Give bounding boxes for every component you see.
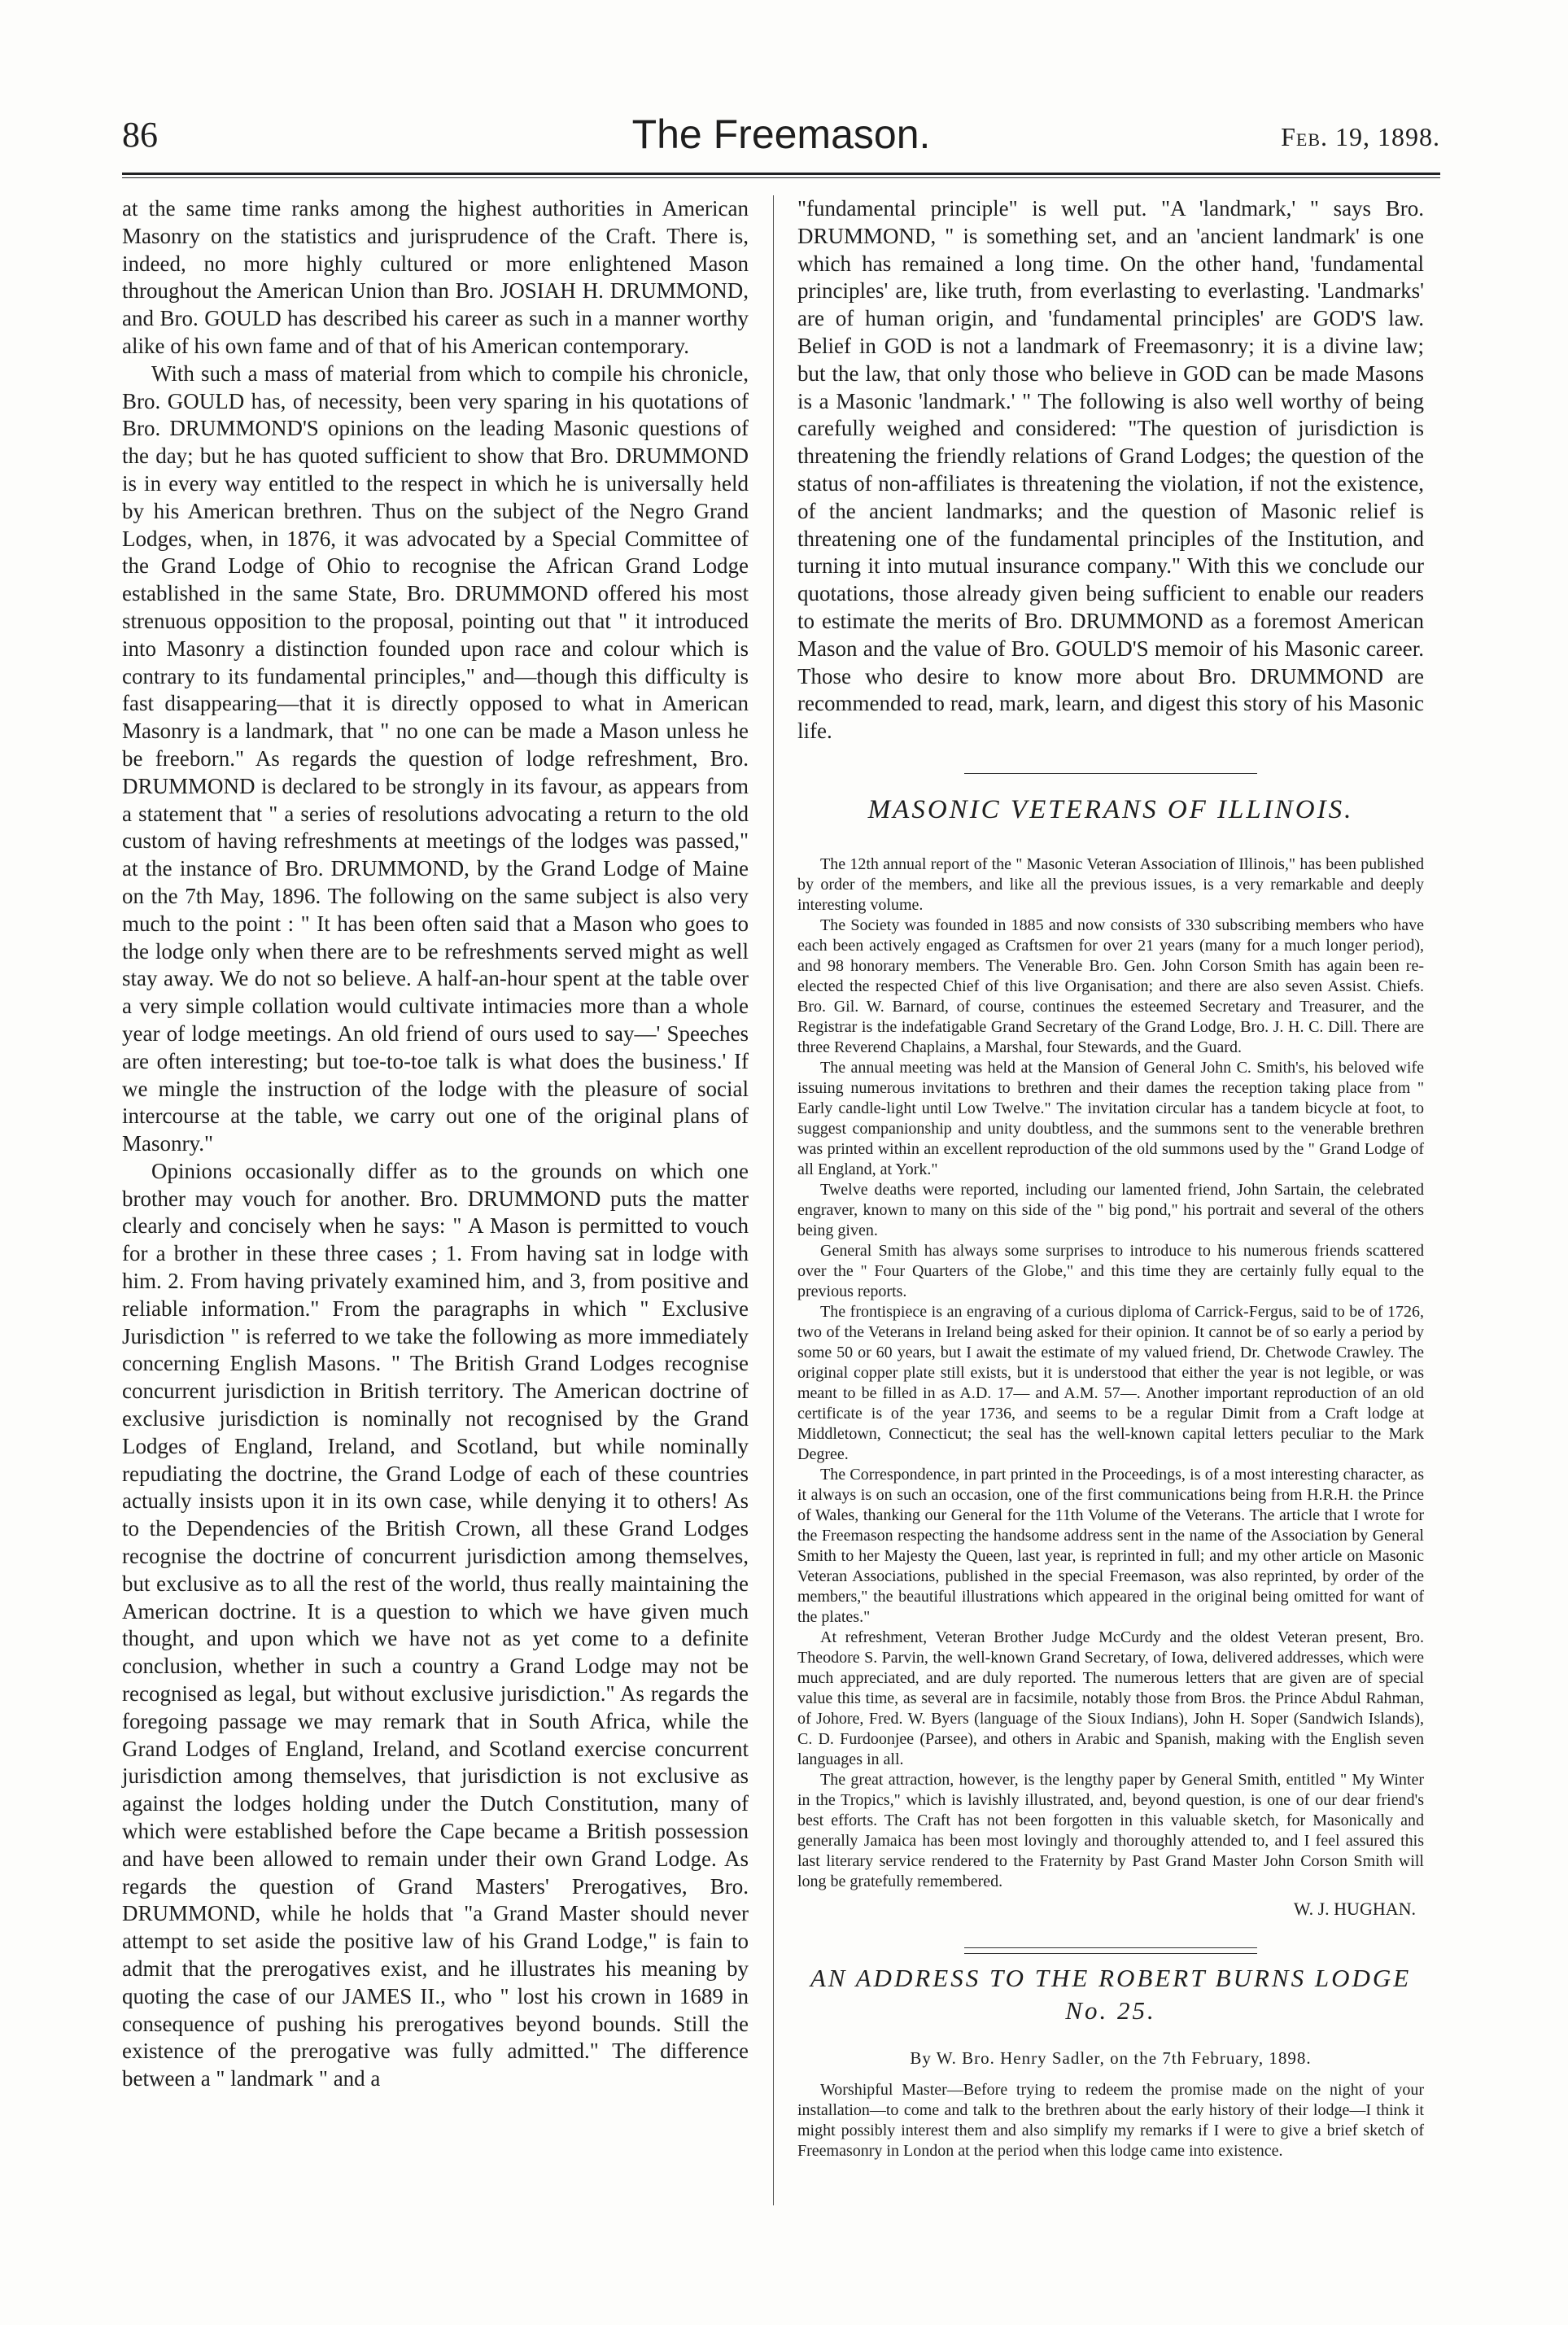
- continuation-paragraph: "fundamental principle" is well put. "A 'landmark,' " says Bro. DRUMMOND, " is something set, and an 'ancient landmark' is one which has remained a long time. On the other hand, 'fundamental principles' are, like truth, from everlasting to everlasting. 'Landmarks' are of human origin, and 'fundamental principles' are GOD'S law. Belief in GOD is not a landmark of Freemasonry; it is a divine law; but the law, that only those who believe in GOD can be made Masons is a Masonic 'landmark.' " The following is also well worthy of being carefully weighed and considered: "The question of jurisdiction is threatening the friendly relations of Grand Lodges; the question of the status of non-affiliates is threatening the violation, if not the existence, of the ancient landmarks; and the question of Masonic relief is threatening one of the fundamental principles of the Institution, and turning it into mutual insurance company." With this we conclude our quotations, those already given being sufficient to enable our readers to estimate the merits of Bro. DRUMMOND as a foremost American Mason and the value of Bro. GOULD'S memoir of his Masonic career. Those who desire to know more about Bro. DRUMMOND are recommended to read, mark, learn, and digest this story of his Masonic life.: [797, 196, 1424, 744]
- column-divider: [773, 195, 774, 2205]
- page-number: 86: [122, 115, 158, 155]
- address-paragraph: Worshipful Master—Before trying to redeem the promise made on the night of your installation—to come and talk to the brethren about the early history of their lodge—I think it might possibly interest them and also simplify my remarks if I were to give a brief sketch of Freemasonry in London at the period when this lodge came into existence.: [797, 2080, 1424, 2160]
- address-article: [797, 2080, 1424, 2161]
- left-column: [122, 195, 749, 2093]
- address-byline: By W. Bro. Henry Sadler, on the 7th February, 1898.: [910, 2047, 1312, 2068]
- veterans-heading: MASONIC VETERANS OF ILLINOIS.: [867, 794, 1354, 824]
- drummond-continuation: [797, 195, 1424, 745]
- veterans-paragraph: Twelve deaths were reported, including our lamented friend, John Sartain, the celebrated engraver, known to many on this side of the " big pond," his portrait and several of the others being given.: [797, 1180, 1424, 1239]
- newspaper-page: [122, 111, 1440, 2230]
- veterans-paragraph: The frontispiece is an engraving of a curious diploma of Carrick-Fergus, said to be of 1726, two of the Veterans in Ireland being asked for their opinion. It cannot be of so early a period by some 50 or 60 years, but I await the estimate of my valued friend, Dr. Chetwode Crawley. The original copper plate still exists, but it is understood that either the year is not legible, or was meant to be filled in as A.D. 17— and A.M. 57—. Another important reproduction of an old certificate is of the year 1736, and seems to be a regular Dimit from a Craft lodge at Middletown, Connecticut; the seal has the well-known capital letters peculiar to the Mark Degree.: [797, 1302, 1424, 1463]
- address-heading: [797, 1962, 1424, 2027]
- veterans-paragraph: The Correspondence, in part printed in the Proceedings, is of a most interesting character, as it always is on such an occasion, one of the first communications being from H.R.H. the Prince of Wales, thanking our General for the 11th Volume of the Veterans. The article that I wrote for the Freemason respecting the handsome address sent in the name of the Association by General Smith to her Majesty the Queen, last year, is reprinted in full; and my other article on Masonic Veteran Associations, published in the special Freemason, was also reprinted, by order of the members," the beautiful illustrations which appeared in the original being omitted for want of the plates.": [797, 1465, 1424, 1626]
- section-rule: [964, 773, 1257, 774]
- header-rule: [122, 173, 1440, 175]
- section-rule: [964, 1947, 1257, 1948]
- veterans-paragraph: The great attraction, however, is the lengthy paper by General Smith, entitled " My Winter in the Tropics," which is lavishly illustrated, and, beyond question, is one of our dear friend's best efforts. The Craft has not been forgotten in this valuable sketch, for Masonically and generally Jamaica has been most lovingly and thoroughly attended to, and I feel assured this last literary service rendered to the Fraternity by Past Grand Master John Corson Smith will long be gratefully remembered.: [797, 1770, 1424, 1890]
- right-column: [797, 195, 1424, 2161]
- columns: [122, 195, 1440, 2230]
- left-paragraph: at the same time ranks among the highest authorities in American Masonry on the statistics and jurisprudence of the Craft. There is, indeed, no more highly cultured or more enlightened Mason throughout the American Union than Bro. JOSIAH H. DRUMMOND, and Bro. GOULD has described his career as such in a manner worthy alike of his own fame and of that of his American contemporary.: [122, 196, 749, 358]
- veterans-paragraph: The annual meeting was held at the Mansion of General John C. Smith's, his beloved wife issuing numerous invitations to brethren and their dames the reception taking place from " Early candle-light until Low Twelve." The invitation circular has a tandem bicycle at foot, to suggest companionship and unity doubtless, and the summons sent to the venerable brethren was printed within an excellent reproduction of the old summons used by the " Grand Lodge of all England, at York.": [797, 1058, 1424, 1178]
- left-paragraph: With such a mass of material from which to compile his chronicle, Bro. GOULD has, of necessity, been very sparing in his quotations of Bro. DRUMMOND'S opinions on the leading Masonic questions of the day; but he has quoted sufficient to show that Bro. DRUMMOND is in every way entitled to the respect in which he is universally held by his American brethren. Thus on the subject of the Negro Grand Lodges, when, in 1876, it was advocated by a Special Committee of the Grand Lodge of Ohio to recognise the African Grand Lodge established in the same State, Bro. DRUMMOND offered his most strenuous opposition to the proposal, pointing out that " it introduced into Masonry a distinction founded upon race and colour which is contrary to its fundamental principles," and—though this difficulty is fast disappearing—that it is directly opposed to what in American Masonry is a landmark, that " no one can be made a Mason unless he be freeborn." As regards the question of lodge refreshment, Bro. DRUMMOND is declared to be strongly in its favour, as appears from a statement that " a series of resolutions advocating a return to the old custom of having refreshments at meetings of the lodges was passed," at the instance of Bro. DRUMMOND, by the Grand Lodge of Maine on the 7th May, 1896. The following on the same subject is also very much to the point : " It has been often said that a Mason who goes to the lodge only when there are to be refreshments served might as well stay away. We do not so believe. A half-an-hour spent at the table over a very simple collation would cultivate intimacies more than a whole year of lodge meetings. An old friend of ours used to say—' Speeches are often interesting; but toe-to-toe talk is what does the business.' If we mingle the instruction of the lodge with the pleasure of social intercourse at the table, we carry out one of the original plans of Masonry.": [122, 361, 749, 1156]
- veterans-paragraph: At refreshment, Veteran Brother Judge McCurdy and the oldest Veteran present, Bro. Theodore S. Parvin, the well-known Grand Secretary, of Iowa, delivered addresses, which were much appreciated, and are duly reported. The numerous letters that are given are of special value this time, as several are in facsimile, notably those from Bros. the Prince Abdul Rahman, of Johore, Fred. W. Byers (language of the Sioux Indians), John H. Soper (Sandwich Islands), C. D. Furdoonjee (Parsee), and others in Arabic and Spanish, making with the English seven languages in all.: [797, 1628, 1424, 1768]
- publication-title: The Freemason.: [631, 111, 931, 157]
- veterans-paragraph: General Smith has always some surprises to introduce to his numerous friends scattered over the " Four Quarters of the Globe," and this time they are certainly fully equal to the previous reports.: [797, 1241, 1424, 1300]
- issue-date: Feb. 19, 1898.: [1281, 122, 1440, 151]
- header-rule-thin: [122, 177, 1440, 178]
- veterans-article: [797, 854, 1424, 1892]
- address-heading-line: AN ADDRESS TO THE ROBERT BURNS LODGE: [810, 1963, 1412, 1992]
- section-rule-thin: [964, 1953, 1257, 1954]
- author-signature: W. J. HUGHAN.: [1293, 1898, 1416, 1919]
- address-heading-line: No. 25.: [1065, 1995, 1156, 2025]
- veterans-paragraph: The Society was founded in 1885 and now consists of 330 subscribing members who have each been actively engaged as Craftsmen for over 21 years (many for a much longer period), and 98 honorary members. The Venerable Bro. Gen. John Corson Smith has again been re-elected the respected Chief of this live Organisation; and there are also seven Assist. Chiefs. Bro. Gil. W. Barnard, of course, continues the esteemed Secretary and Treasurer, and the Registrar is the indefatigable Grand Secretary of the Grand Lodge, Bro. J. H. C. Dill. There are three Reverend Chaplains, a Marshal, four Stewards, and the Guard.: [797, 916, 1424, 1056]
- veterans-paragraph: The 12th annual report of the " Masonic Veteran Association of Illinois," has been published by order of the members, and like all the previous issues, is a very remarkable and deeply interesting volume.: [797, 854, 1424, 914]
- masthead: [122, 111, 1440, 171]
- left-paragraph: Opinions occasionally differ as to the grounds on which one brother may vouch for another. Bro. DRUMMOND puts the matter clearly and concisely when he says: " A Mason is permitted to vouch for a brother in these three cases ; 1. From having sat in lodge with him. 2. From having privately examined him, and 3, from positive and reliable information." From the paragraphs in which " Exclusive Jurisdiction " is referred to we take the following as more immediately concerning English Masons. " The British Grand Lodges recognise concurrent jurisdiction in British territory. The American doctrine of exclusive jurisdiction is nominally not recognised by the Grand Lodges of England, Ireland, and Scotland, but while nominally repudiating the doctrine, the Grand Lodge of each of these countries actually insists upon it in its own case, while denying it to others! As to the Dependencies of the British Crown, all these Grand Lodges recognise the doctrine of concurrent jurisdiction among themselves, but exclusive as to all the rest of the world, thus really maintaining the American doctrine. It is a question to which we have given much thought, and upon which we have not as yet come to a definite conclusion, whether in such a country a Grand Lodge may not be recognised as legal, but without exclusive jurisdiction." As regards the foregoing passage we may remark that in South Africa, while the Grand Lodges of England, Ireland, and Scotland exercise concurrent jurisdiction among themselves, that jurisdiction is not exclusive as against the lodges holding under the Dutch Constitution, many of which were established before the Cape became a British possession and have been allowed to remain under their own Grand Lodge. As regards the question of Grand Masters' Prerogatives, Bro. DRUMMOND, while he holds that "a Grand Master should never attempt to set aside the positive law of his Grand Lodge," is fain to admit that the prerogatives exist, and he illustrates his meaning by quoting the case of our JAMES II., who " lost his crown in 1689 in consequence of pushing his prerogatives beyond bounds. Still the existence of the prerogative was fully admitted." The difference between a " landmark " and a: [122, 1158, 749, 2091]
